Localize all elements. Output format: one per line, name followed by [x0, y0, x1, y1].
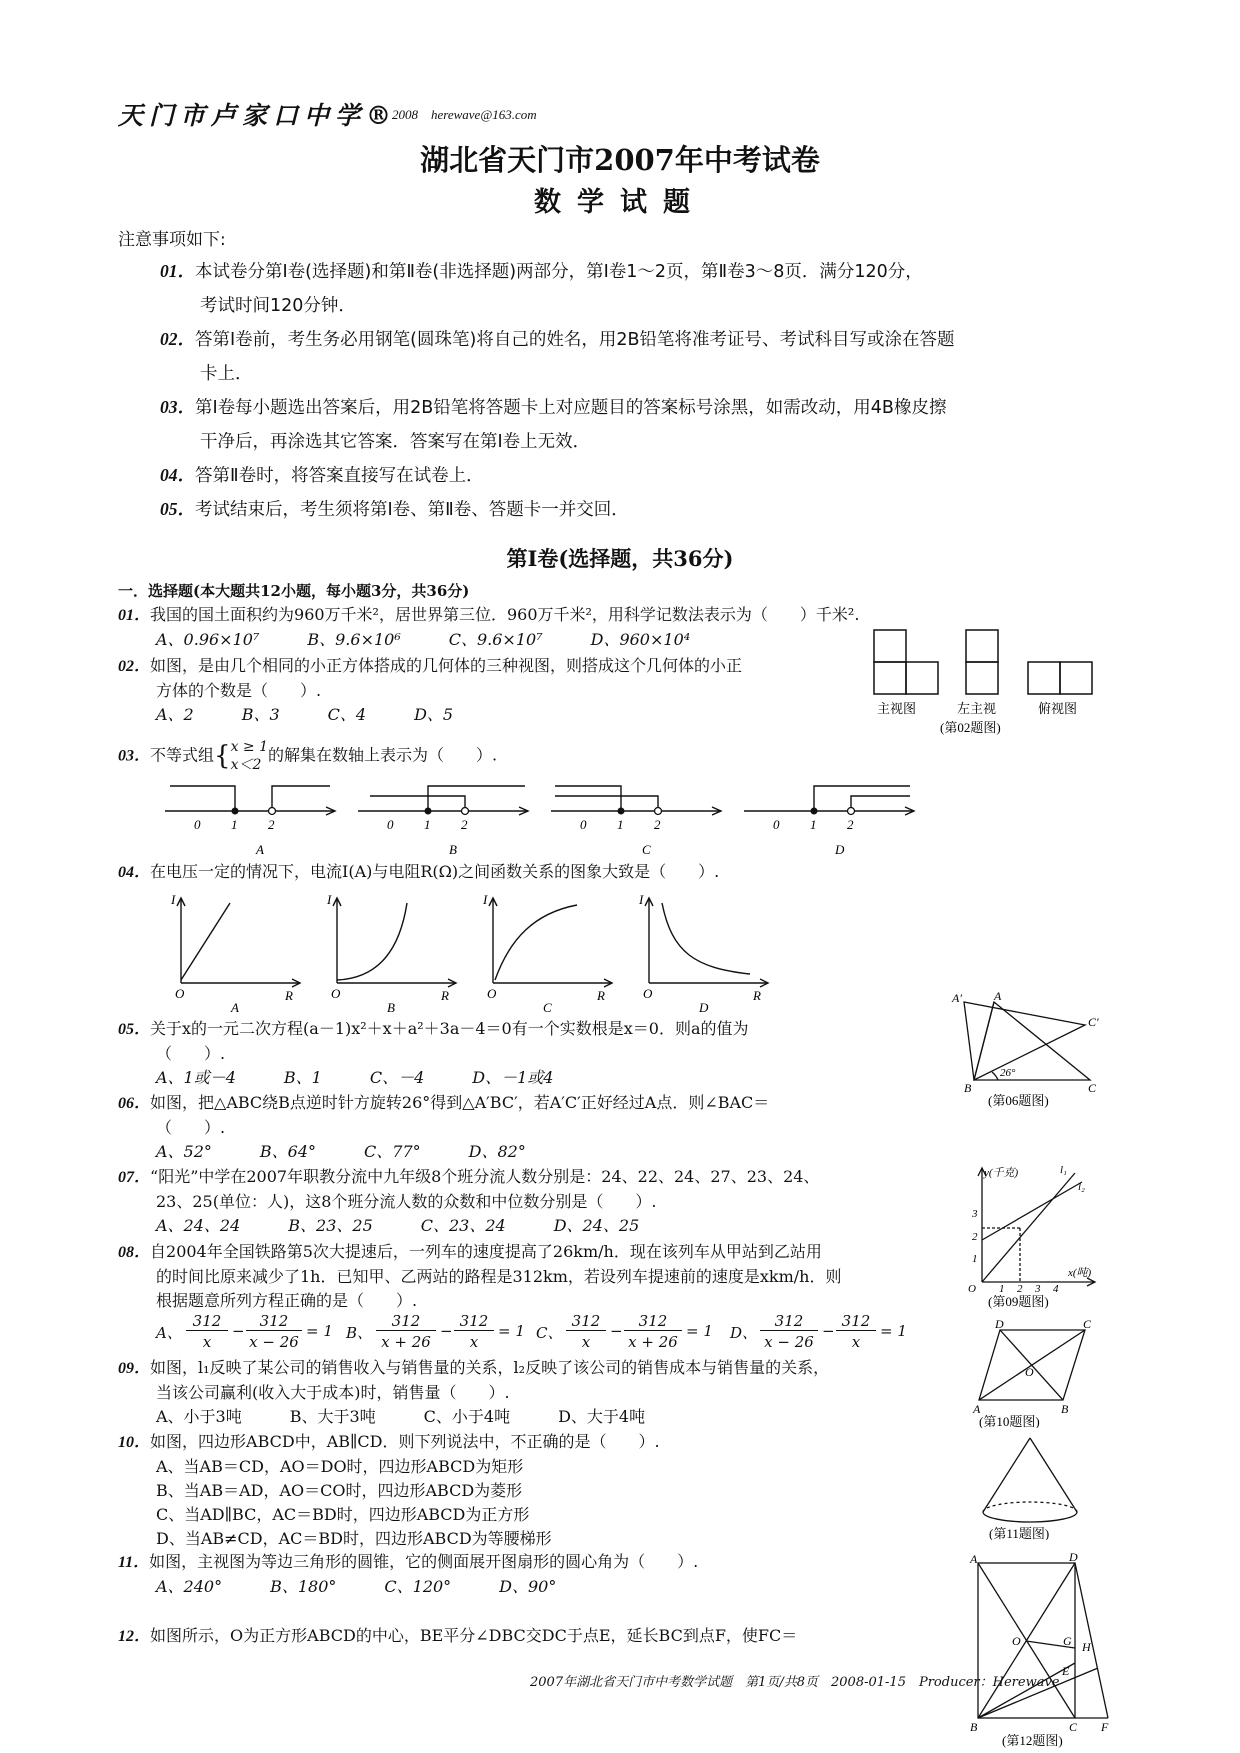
question-01: 01．我国的国土面积约为960万千米²，居世界第三位．960万千米²，用科学记数法表示为（ ）千米². A、0.96×10⁷ B、9.6×10⁶ C、9.6×10⁷ D、960×10⁴	[118, 605, 860, 649]
question-09: 09．如图，l₁反映了某公司的销售收入与销售量的关系，l₂反映了该公司的销售成本与销售量的关系， 当该公司赢利(收入大于成本)时，销售量（ ）. A、小于3吨 B、大于3吨 C、小于4吨 D、大于4吨	[118, 1358, 830, 1426]
svg-text:x(吨): x(吨)	[1068, 1267, 1092, 1279]
svg-text:D: D	[995, 1318, 1004, 1331]
section-heading: 一．选择题(本大题共12小题，每小题3分，共36分)	[118, 582, 470, 600]
question-02: 02．如图，是由几个相同的小正方体搭成的几何体的三种视图，则搭成这个几何体的小正 方体的个数是（ ）. A、2 B、3 C、4 D、5	[118, 656, 743, 724]
svg-text:O: O	[331, 986, 341, 1001]
svg-text:1: 1	[424, 817, 431, 832]
svg-text:C: C	[1069, 1720, 1078, 1734]
q02-left-label: 左主视	[957, 701, 997, 716]
question-10: 10．如图，四边形ABCD中，AB∥CD．则下列说法中，不正确的是（ ）. A、当AB＝CD，AO＝DO时，四边形ABCD为矩形 B、当AB＝AD，AO＝CO时，四边形ABCD为菱形 C、当AD∥BC，AC＝BD时，四边形ABCD为正方形 D、当AB≠CD，AC＝BD时，四边形ABCD为等腰梯形	[118, 1432, 660, 1548]
svg-text:G: G	[1063, 1634, 1072, 1648]
q06-caption: (第06题图)	[988, 1093, 1049, 1108]
svg-text:O: O	[968, 1283, 976, 1295]
svg-text:R: R	[753, 988, 761, 1003]
svg-text:26°: 26°	[1000, 1067, 1016, 1079]
svg-text:O: O	[175, 986, 185, 1001]
svg-text:1: 1	[231, 817, 238, 832]
svg-text:B: B	[964, 1081, 972, 1095]
svg-text:0: 0	[387, 817, 394, 832]
svg-text:O: O	[643, 986, 653, 1001]
svg-text:0: 0	[773, 817, 780, 832]
question-07: 07．“阳光”中学在2007年职教分流中九年级8个班分流人数分别是：24、22、24、27、23、24、 23、25(单位：人)，这8个班分流人数的众数和中位数分别是（ ）. A、24、24 B、23、25 C、23、24 D、24、25	[118, 1167, 820, 1235]
svg-text:A′: A′	[952, 991, 962, 1005]
svg-text:B: B	[1061, 1402, 1069, 1416]
svg-text:H: H	[1082, 1640, 1091, 1654]
svg-text:O: O	[1012, 1634, 1021, 1648]
q12-caption: (第12题图)	[1002, 1733, 1063, 1748]
q09-sales-graph	[960, 1160, 1120, 1310]
svg-text:A: A	[994, 990, 1002, 1003]
q03-label-a: A	[256, 842, 264, 857]
svg-text:E: E	[1062, 1664, 1070, 1678]
svg-text:C′: C′	[1088, 1015, 1099, 1029]
svg-text:0: 0	[194, 817, 201, 832]
svg-text:2: 2	[847, 817, 854, 832]
svg-text:2: 2	[268, 817, 275, 832]
part1-title: 第Ⅰ卷(选择题，共36分)	[506, 546, 734, 571]
q09-caption: (第09题图)	[988, 1294, 1049, 1309]
svg-text:2: 2	[972, 1231, 978, 1243]
q02-three-views-figure	[860, 625, 1120, 745]
svg-text:D: D	[1069, 1553, 1078, 1564]
svg-text:A: A	[970, 1553, 978, 1566]
svg-text:2: 2	[1017, 1283, 1023, 1295]
svg-text:l₂: l₂	[1078, 1181, 1085, 1193]
notice-item: 03．第Ⅰ卷每小题选出答案后，用2B铅笔将答题卡上对应题目的答案标号涂黑，如需改动，用4B橡皮擦 干净后，再涂选其它答案．答案写在第Ⅰ卷上无效．	[160, 397, 947, 452]
notice-item: 02．答第Ⅰ卷前，考生务必用钢笔(圆珠笔)将自己的姓名，用2B铅笔将准考证号、考试科目写或涂在答题 卡上．	[160, 329, 955, 384]
q02-caption: (第02题图)	[940, 720, 1001, 735]
q11-caption: (第11题图)	[989, 1526, 1050, 1540]
q02-front-label: 主视图	[877, 701, 917, 716]
svg-text:I: I	[171, 892, 176, 907]
school-name: 天门市卢家口中学®	[118, 101, 398, 130]
svg-text:1: 1	[972, 1253, 978, 1265]
q02-top-label: 俯视图	[1038, 701, 1078, 716]
question-08: 08．自2004年全国铁路第5次大提速后，一列车的速度提高了26km/h．现在该列车从甲站到乙站用 的时间比原来减少了1h．已知甲、乙两站的路程是312km，若设列车提速前的速度是xkm/h．则 根据题意所列方程正确的是（ ）.	[118, 1242, 842, 1310]
q03-label-d: D	[835, 842, 845, 857]
question-05: 05．关于x的一元二次方程(a－1)x²＋x＋a²＋3a－4＝0有一个实数根是x＝0．则a的值为 （ ）. A、1或－4 B、1 C、－4 D、－1或4	[118, 1019, 749, 1087]
svg-text:2: 2	[461, 817, 468, 832]
question-12: 12．如图所示，O为正方形ABCD的中心，BE平分∠DBC交DC于点E，延长BC到点F，使FC＝	[118, 1626, 798, 1645]
svg-text:4: 4	[1053, 1283, 1059, 1295]
q04-graphs	[165, 888, 805, 1013]
q11-cone-figure	[975, 1430, 1105, 1540]
q06-rotation-figure	[950, 990, 1125, 1110]
svg-text:A: A	[973, 1402, 981, 1416]
q10-quadrilateral-figure	[965, 1318, 1115, 1428]
svg-text:R: R	[285, 988, 293, 1003]
svg-text:C: C	[1083, 1318, 1092, 1331]
svg-text:C: C	[1088, 1081, 1097, 1095]
svg-text:I: I	[483, 892, 488, 907]
svg-text:1: 1	[810, 817, 817, 832]
q03-number-lines	[160, 775, 940, 860]
svg-text:R: R	[441, 988, 449, 1003]
q03-label-c: C	[642, 842, 651, 857]
svg-text:3: 3	[972, 1208, 978, 1220]
q12-square-figure	[968, 1553, 1113, 1748]
svg-text:O: O	[1025, 1365, 1034, 1379]
svg-text:1: 1	[999, 1283, 1005, 1295]
header-info: 2008 herewave@163.com	[392, 107, 537, 122]
svg-text:I: I	[639, 892, 644, 907]
svg-text:B: B	[387, 1000, 395, 1013]
svg-text:0: 0	[580, 817, 587, 832]
exam-subtitle: 数学试题	[534, 187, 706, 218]
question-03: 03．不等式组{ x ≥ 1 x＜2 的解集在数轴上表示为（ ）.	[118, 739, 498, 773]
svg-text:F: F	[1101, 1720, 1109, 1734]
svg-text:O: O	[487, 986, 497, 1001]
question-06: 06．如图，把△ABC绕B点逆时针方旋转26°得到△A′BC′，若A′C′正好经过A点．则∠BAC＝ （ ）. A、52° B、64° C、77° D、82°	[118, 1093, 770, 1161]
svg-text:3: 3	[1035, 1283, 1041, 1295]
svg-text:D: D	[699, 1000, 709, 1013]
svg-text:C: C	[543, 1000, 552, 1013]
notice-item: 05．考试结束后，考生须将第Ⅰ卷、第Ⅱ卷、答题卡一并交回．	[160, 499, 629, 520]
svg-text:1: 1	[617, 817, 624, 832]
svg-text:2: 2	[654, 817, 661, 832]
q10-caption: (第10题图)	[979, 1414, 1040, 1428]
q03-label-b: B	[449, 842, 457, 857]
svg-text:I: I	[327, 892, 332, 907]
question-04: 04．在电压一定的情况下，电流I(A)与电阻R(Ω)之间函数关系的图象大致是（ ）.	[118, 862, 720, 881]
exam-title: 湖北省天门市2007年中考试卷	[420, 143, 820, 177]
question-11: 11．如图，主视图为等边三角形的圆锥，它的侧面展开图扇形的圆心角为（ ）. A、240° B、180° C、120° D、90°	[118, 1552, 699, 1596]
page-footer: 2007年湖北省天门市中考数学试题 第1页/共8页 2008-01-15 Producer：Herewave	[530, 1675, 1060, 1690]
svg-text:R: R	[597, 988, 605, 1003]
notice-item: 04．答第Ⅱ卷时，将答案直接写在试卷上．	[160, 465, 484, 486]
svg-text:B: B	[970, 1720, 978, 1734]
svg-text:A: A	[231, 1000, 239, 1013]
svg-text:l₁: l₁	[1060, 1164, 1067, 1176]
notice-item: 01．本试卷分第Ⅰ卷(选择题)和第Ⅱ卷(非选择题)两部分，第Ⅰ卷1～2页，第Ⅱ卷3～8页．满分120分， 考试时间120分钟．	[160, 261, 923, 316]
svg-text:y(千克): y(千克)	[984, 1167, 1019, 1179]
notice-heading: 注意事项如下:	[118, 230, 226, 250]
